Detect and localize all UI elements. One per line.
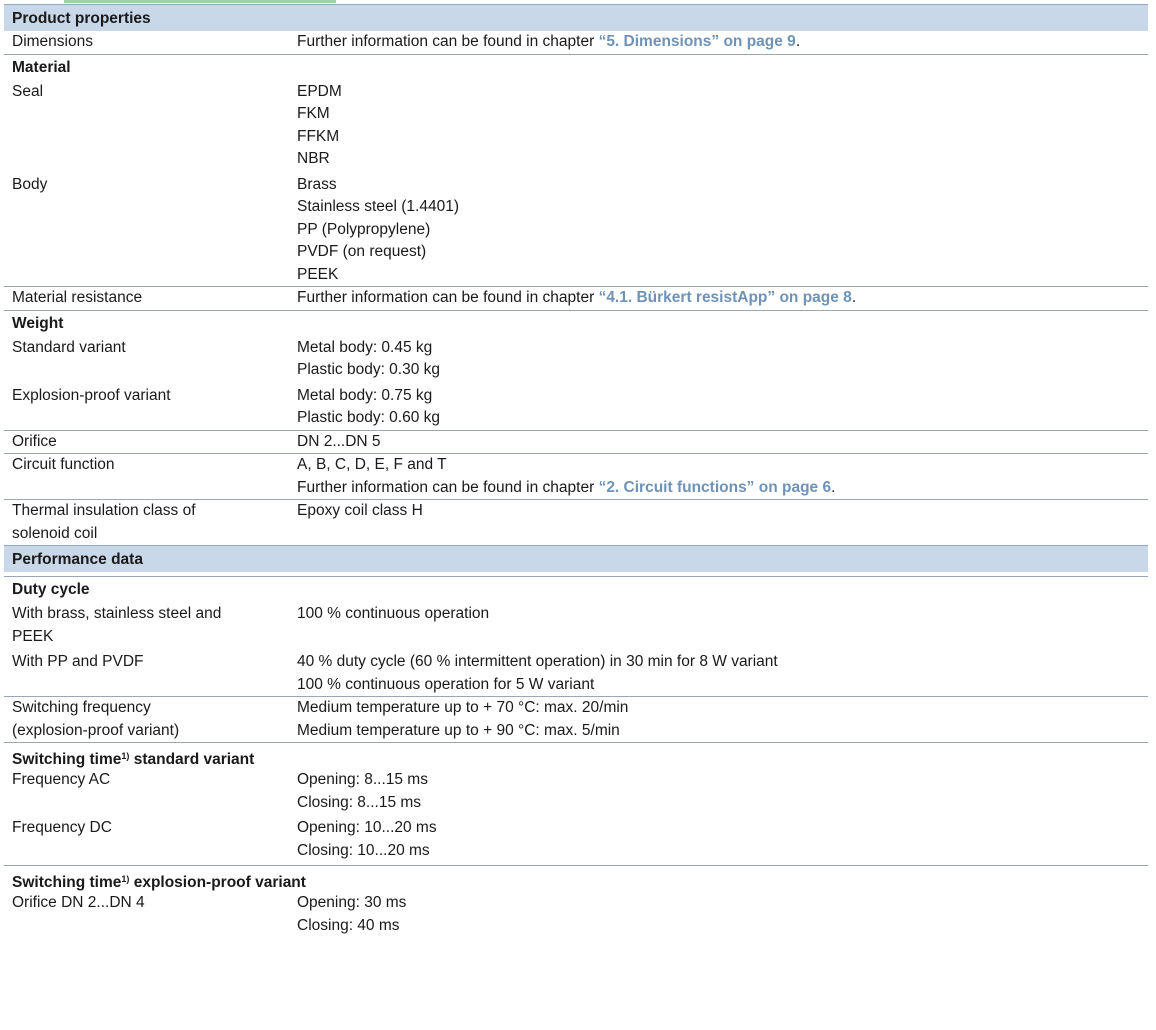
text: .: [851, 289, 857, 306]
text: Switching time: [12, 751, 122, 768]
row-value: PP (Polypropylene): [297, 220, 431, 238]
row-value: Metal body: 0.75 kg: [297, 386, 433, 404]
row-label: solenoid coil: [12, 524, 98, 542]
row-value: Medium temperature up to + 70 °C: max. 20/min: [297, 699, 629, 716]
row-label: Seal: [12, 82, 44, 100]
row-value: DN 2...DN 5: [297, 432, 381, 450]
row-seal: [4, 81, 1148, 171]
row-value: Plastic body: 0.30 kg: [297, 361, 441, 378]
text: Further information can be found in chapter: [297, 478, 599, 496]
chapter-link-dimensions[interactable]: “5. Dimensions” on page 9: [598, 33, 796, 50]
row-value: PVDF (on request): [297, 243, 427, 260]
row-value: Closing: 8...15 ms: [297, 793, 422, 811]
row-circuit-function: [4, 453, 1148, 499]
subheading-duty-cycle: Duty cycle: [4, 576, 1148, 603]
text: .: [795, 33, 801, 50]
row-value: Closing: 10...20 ms: [297, 841, 430, 859]
top-accent-line: [64, 0, 336, 3]
row-pp-pvdf: [4, 651, 1148, 696]
row-value: 100 % continuous operation: [297, 605, 490, 622]
row-frequency-ac: [4, 769, 1148, 814]
subheading-weight: Weight: [4, 310, 1148, 337]
row-value: 100 % continuous operation for 5 W variant: [297, 675, 595, 693]
text: .: [831, 478, 836, 496]
subheading-material: Material: [4, 54, 1148, 81]
section-header-product-properties: Product properties: [4, 4, 1148, 31]
row-label: (explosion-proof variant): [12, 721, 180, 739]
text: Further information can be found in chapter: [297, 33, 599, 50]
row-value: Medium temperature up to + 90 °C: max. 5/min: [297, 721, 620, 739]
row-material-resistance: [4, 286, 1148, 310]
row-brass-steel-peek: [4, 603, 1148, 648]
row-orifice-dn: [4, 892, 1148, 937]
row-label: Frequency AC: [12, 771, 111, 788]
footnote-marker: 1): [121, 751, 130, 761]
section-header-performance-data: Performance data: [4, 545, 1148, 572]
footnote-marker: 1): [121, 874, 130, 884]
row-value: Stainless steel (1.4401): [297, 198, 459, 215]
row-label: Standard variant: [12, 338, 126, 356]
row-label: Thermal insulation class of: [12, 502, 196, 519]
row-label: Frequency DC: [12, 819, 112, 836]
row-label: Switching frequency: [12, 699, 151, 716]
chapter-link-resistapp[interactable]: “4.1. Bürkert resistApp” on page 8: [598, 289, 852, 306]
row-value: NBR: [297, 150, 330, 167]
row-value: FKM: [297, 105, 330, 122]
row-value: Plastic body: 0.60 kg: [297, 409, 441, 426]
datasheet-table: [4, 4, 1148, 937]
row-value: [297, 31, 1148, 54]
row-value: [297, 287, 1148, 310]
row-label: Explosion-proof variant: [12, 386, 171, 404]
row-value: Epoxy coil class H: [297, 502, 423, 519]
row-label: Orifice: [12, 432, 57, 450]
row-label: With brass, stainless steel and: [12, 605, 222, 622]
row-dimensions: [4, 31, 1148, 54]
row-label: Orifice DN 2...DN 4: [12, 894, 145, 911]
row-label: Circuit function: [12, 456, 115, 473]
row-value: [297, 477, 1148, 500]
subheading-switching-time-explosion-proof: [4, 865, 1148, 892]
row-label: Dimensions: [12, 33, 93, 50]
chapter-link-circuit-functions[interactable]: “2. Circuit functions” on page 6: [598, 478, 832, 496]
row-body: [4, 174, 1148, 287]
row-value: Metal body: 0.45 kg: [297, 338, 433, 356]
row-value: FFKM: [297, 127, 340, 145]
row-value: Opening: 10...20 ms: [297, 819, 437, 836]
text: Further information can be found in chapter: [297, 289, 599, 306]
row-value: EPDM: [297, 82, 342, 100]
row-thermal-insulation: [4, 499, 1148, 545]
row-value: A, B, C, D, E, F and T: [297, 456, 447, 473]
row-value: Opening: 8...15 ms: [297, 771, 428, 788]
row-standard-variant: [4, 337, 1148, 382]
text: standard variant: [129, 751, 255, 768]
row-label: With PP and PVDF: [12, 653, 144, 670]
row-label: Body: [12, 175, 48, 193]
row-value: 40 % duty cycle (60 % intermittent operation) in 30 min for 8 W variant: [297, 653, 778, 670]
row-label: PEEK: [12, 627, 54, 645]
subheading-switching-time-standard: [4, 742, 1148, 769]
row-value: Brass: [297, 175, 337, 193]
row-label: Material resistance: [12, 289, 143, 306]
row-switching-frequency: [4, 696, 1148, 742]
row-value: PEEK: [297, 265, 339, 283]
row-value: Opening: 30 ms: [297, 894, 407, 911]
text: Switching time: [12, 874, 122, 891]
row-explosion-proof-variant: [4, 385, 1148, 430]
row-value: Closing: 40 ms: [297, 916, 400, 934]
row-orifice: [4, 430, 1148, 454]
row-frequency-dc: [4, 817, 1148, 862]
text: explosion-proof variant: [129, 874, 306, 891]
